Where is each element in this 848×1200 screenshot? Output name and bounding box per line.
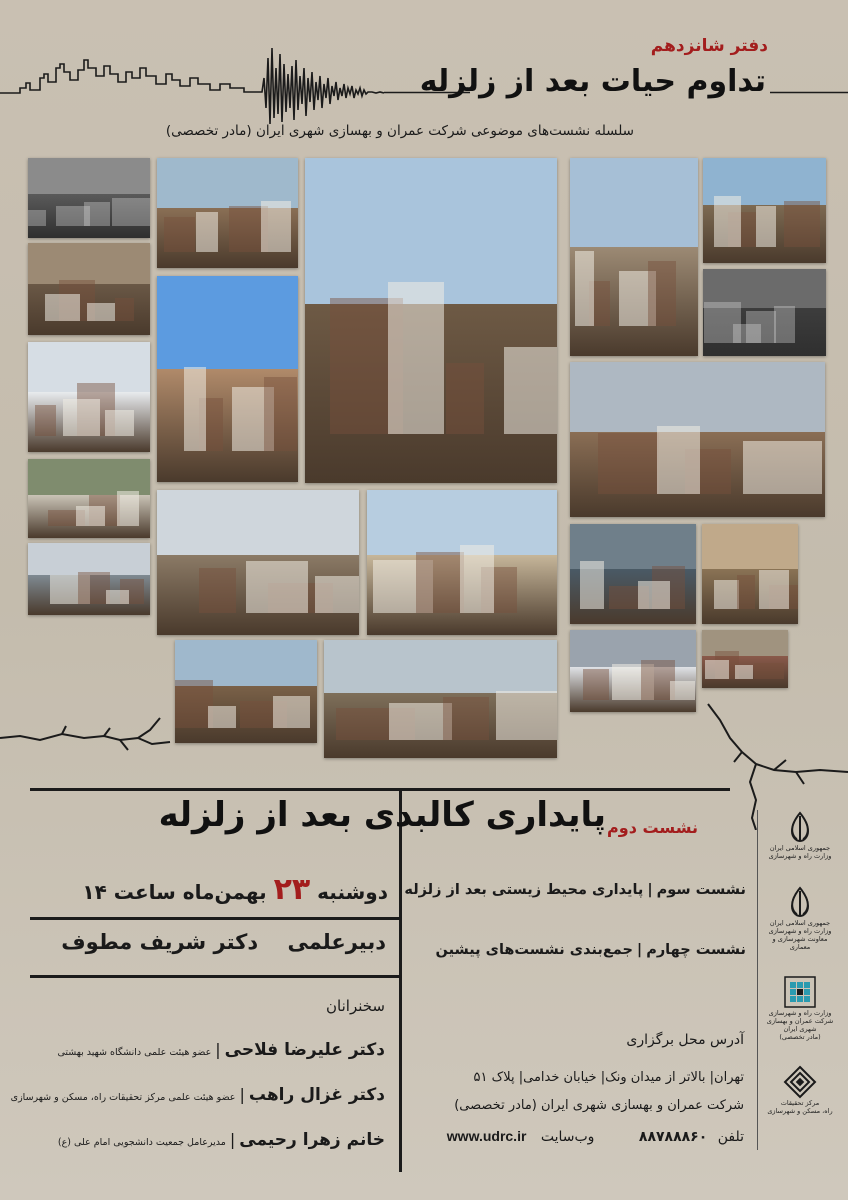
page-subtitle: سلسله نشست‌های موضوعی شرکت عمران و بهسازی شهری ایران (مادر تخصصی) [165, 123, 634, 139]
upcoming-session-label: نشست سوم [656, 882, 746, 898]
speaker-separator: | [215, 1040, 221, 1059]
udrc-logo-icon [783, 975, 817, 1009]
upcoming-session-row [404, 882, 746, 898]
speaker-row [57, 1040, 385, 1060]
ministry-emblem-logo [765, 810, 835, 860]
left-crack-graphic [0, 700, 180, 760]
date-divider-line [30, 917, 402, 920]
partial-building-photo [570, 362, 825, 517]
secretary-label: دبیرعلمی [287, 930, 386, 954]
session-date [82, 872, 388, 907]
tent-camp-aerial-photo [28, 459, 150, 538]
logo-caption: جمهوری اسلامی ایران وزارت راه و شهرسازی معاونت شهرسازی و معماری [768, 919, 832, 951]
venue-address-line2: شرکت عمران و بهسازی شهری ایران (مادر تخصصی) [454, 1098, 744, 1113]
speaker-separator: | [229, 1130, 236, 1149]
street-ruins-photo [175, 640, 317, 743]
speaker-name: خانم زهرا رحیمی [239, 1130, 385, 1150]
tent-man-mud-photo [324, 640, 557, 758]
secretary-name: دکتر شریف مطوف [61, 930, 259, 954]
top-divider-line [30, 788, 730, 791]
upcoming-separator: | [636, 942, 643, 958]
session-title: پایداری کالبدی بعد از زلزله [158, 795, 606, 835]
flooded-tents-photo [28, 543, 150, 615]
speaker-role: عضو هیئت علمی دانشگاه شهید بهشتی [57, 1047, 212, 1058]
aerial-ruins-photo [570, 524, 696, 624]
date-day: ۲۳ [273, 872, 311, 907]
speaker-row [58, 1130, 385, 1150]
ministry-emblem-icon [783, 810, 817, 844]
ruined-apartment-tower-photo [570, 158, 698, 356]
tent-rows-aerial-photo [570, 630, 696, 712]
crane-rubble-child-photo [305, 158, 557, 483]
prefab-units-photo [367, 490, 557, 635]
upcoming-session-label: نشست چهارم [646, 942, 746, 958]
bhrc-logo-logo [765, 1065, 835, 1115]
phone-label: تلفن [717, 1129, 744, 1145]
upcoming-session-row [436, 942, 746, 958]
destroyed-sign-photo [703, 269, 826, 356]
speaker-name: دکتر غزال راهب [248, 1085, 385, 1105]
logo-caption: مرکز تحقیقات راه، مسکن و شهرسازی [767, 1099, 833, 1115]
upcoming-session-topic: پایداری محیط زیستی بعد از زلزله [404, 882, 644, 898]
rubble-man-carrying-photo [28, 243, 150, 335]
date-month-time: بهمن‌ماه ساعت ۱۴ [82, 880, 267, 904]
website-link[interactable]: www.udrc.ir [446, 1128, 527, 1144]
speaker-separator: | [239, 1085, 245, 1104]
sitting-woman-photo [702, 524, 798, 624]
snow-tents-photo [28, 342, 150, 452]
udrc-logo-logo [765, 975, 835, 1041]
phone-number: ۸۸۷۸۸۸۶۰ [638, 1129, 708, 1145]
speaker-name: دکتر علیرضا فلاحی [224, 1040, 385, 1060]
venue-heading: آدرس محل برگزاری [626, 1032, 744, 1048]
upcoming-session-topic: جمع‌بندی نشست‌های پیشین [435, 942, 633, 958]
logo-divider-line [757, 810, 758, 1150]
page-title: تداوم حیات بعد از زلزله [419, 64, 766, 99]
speaker-role: عضو هیئت علمی مرکز تحقیقات راه، مسکن و شهرسازی [10, 1092, 236, 1103]
secretary-row [61, 930, 386, 954]
speakers-heading: سخنرانان [326, 997, 385, 1015]
secretary-divider-line [30, 975, 402, 978]
upcoming-separator: | [647, 882, 653, 898]
logo-caption: جمهوری اسلامی ایران وزارت راه و شهرسازی [768, 844, 832, 860]
bhrc-logo-icon [783, 1065, 817, 1099]
logo-caption: وزارت راه و شهرسازی شرکت عمران و بهسازی شهری ایران (مادر تخصصی) [766, 1009, 834, 1041]
ministry-urban-emblem-logo [765, 885, 835, 951]
speaker-role: مدیرعامل جمعیت دانشجویی امام علی (ع) [57, 1137, 226, 1148]
tent-families-photo [157, 490, 359, 635]
tilted-apartment-photo [157, 276, 298, 482]
website-label: وب‌سایت [540, 1129, 595, 1145]
date-weekday: دوشنبه [317, 880, 388, 904]
venue-contact-row [447, 1128, 744, 1145]
damaged-building-frame-photo [157, 158, 298, 268]
venue-address-line1: تهران| بالاتر از میدان ونک| خیابان خدامی| پلاک ۵۱ [473, 1070, 744, 1085]
speaker-row [11, 1085, 385, 1105]
ministry-urban-emblem-icon [783, 885, 817, 919]
rescue-workers-photo [702, 630, 788, 688]
session-label: نشست دوم [607, 818, 698, 837]
destroyed-house-photo [703, 158, 826, 263]
center-divider-line [399, 788, 402, 1172]
collapsed-houses-photo [28, 158, 150, 238]
series-label: دفتر شانزدهم [650, 36, 768, 56]
